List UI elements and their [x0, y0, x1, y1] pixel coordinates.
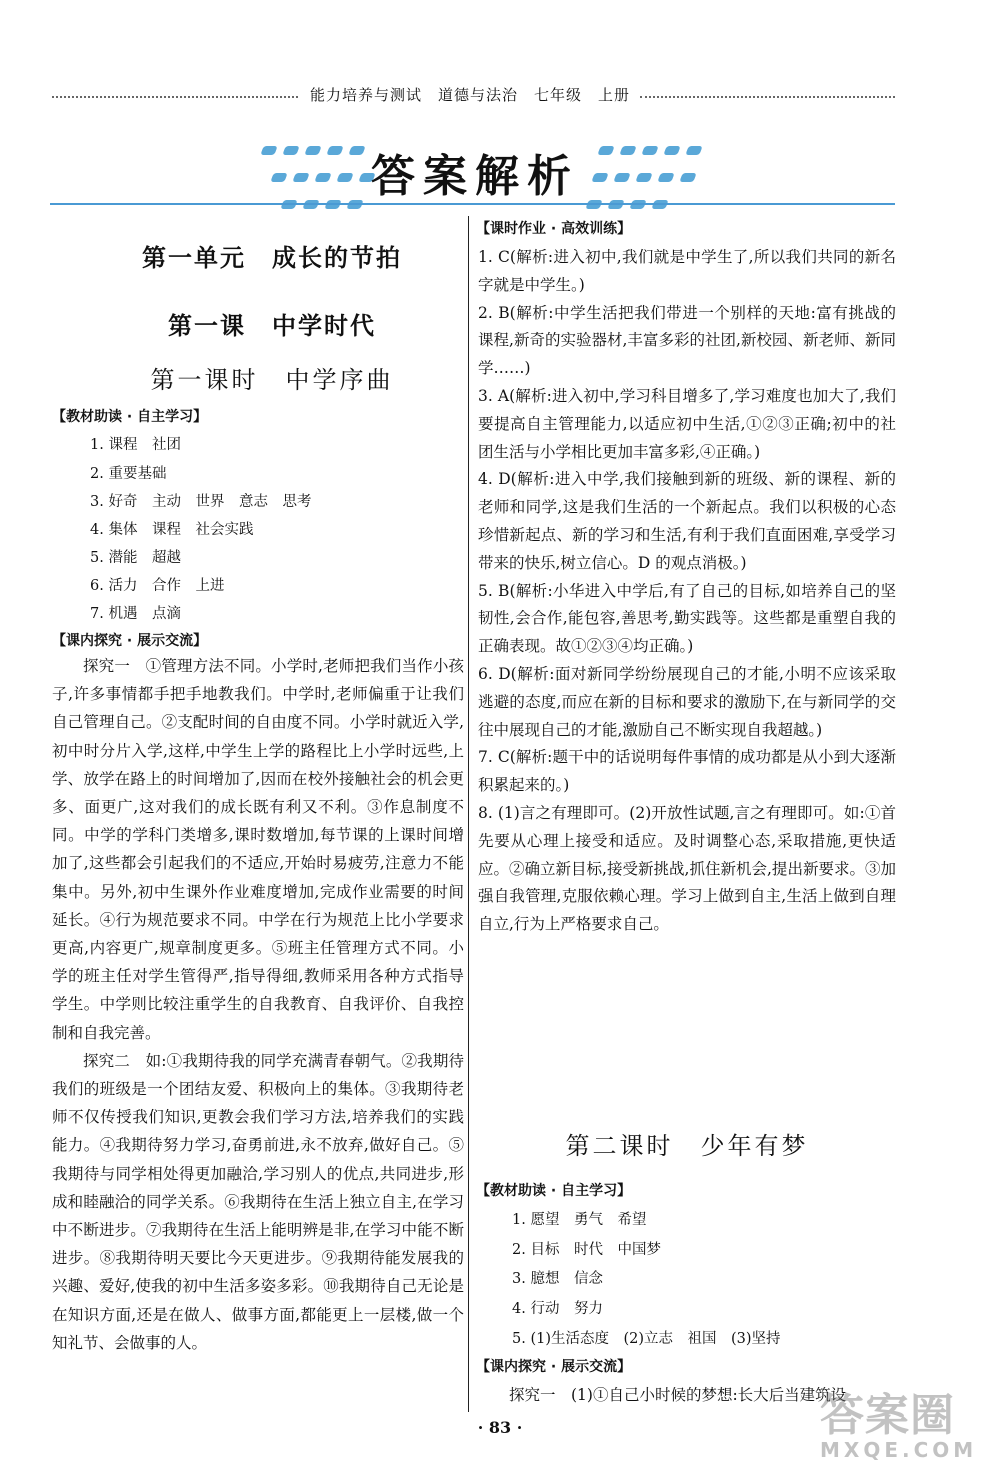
answer-item: 8. (1)言之有理即可。(2)开放性试题,言之有理即可。如:①首先要从心理上接受和适应。及时调整心态,采取措施,更快适应。②确立新目标,接受新挑战,抓住新机会,提出新要求。③加强自我管理,克服依赖心理。学习上做到自主,生活上做到自理自立,行为上严格要求自己。 [478, 803, 896, 934]
list-item: 6. 活力 合作 上进 [90, 578, 225, 594]
section-heading: 【教材助读 · 自主学习】 [52, 409, 208, 425]
list-item: 1. 愿望 勇气 希望 [512, 1212, 647, 1228]
section-heading: 【课时作业 · 高效训练】 [476, 221, 632, 237]
watermark-text: 答案圈 [820, 1390, 955, 1441]
section-heading: 【课内探究 · 展示交流】 [476, 1359, 632, 1375]
header-dotted-rule-left [52, 96, 302, 98]
explore-one-text: 探究一 (1)①自己小时候的梦想:长大后当建筑设 [509, 1386, 847, 1404]
list-item: 5. (1)生活态度 (2)立志 祖国 (3)坚持 [512, 1331, 781, 1347]
page-title: 答案解析 [371, 151, 579, 202]
list-item: 3. 臆想 信念 [512, 1271, 603, 1287]
watermark-logo [820, 1390, 1000, 1466]
column-divider [468, 216, 469, 1412]
section-heading: 【课内探究 · 展示交流】 [52, 633, 208, 649]
unit-heading: 第一单元 成长的节拍 [142, 244, 402, 272]
answer-item: 7. C(解析:题干中的话说明每件事情的成功都是从小到大逐渐积累起来的。) [478, 748, 896, 795]
page-number: · 83 · [477, 1418, 523, 1437]
header-dotted-rule-right [640, 96, 895, 98]
answer-item: 3. A(解析:进入初中,学习科目增多了,学习难度也加大了,我们要提高自主管理能力,以适应初中生活,①②③正确;初中的社团生活与小学相比更加丰富多彩,④正确。) [478, 386, 896, 461]
list-item: 3. 好奇 主动 世界 意志 思考 [90, 494, 312, 510]
answer-item: 5. B(解析:小华进入中学后,有了自己的目标,如培养自己的坚韧性,会合作,能包容,善思考,勤实践等。这些都是重塑自我的正确表现。故①②③④均正确。) [478, 581, 896, 656]
lesson-heading: 第一课 中学时代 [168, 312, 376, 340]
answer-item: 4. D(解析:进入中学,我们接触到新的班级、新的课程、新的老师和同学,这是我们生活的一个新起点。我们以积极的心态珍惜新起点、新的学习和生活,有利于我们直面困难,享受学习带来的快乐,树立信心。D 的观点消极。) [478, 470, 896, 572]
period-heading: 第二课时 少年有梦 [565, 1132, 809, 1160]
watermark-url: MXQE.COM [820, 1438, 978, 1462]
answer-item: 1. C(解析:进入初中,我们就是中学生了,所以我们共同的新名字就是中学生。) [478, 248, 896, 294]
list-item: 2. 重要基础 [90, 466, 167, 482]
running-header: 能力培养与测试 道德与法治 七年级 上册 [300, 84, 640, 105]
section-heading: 【教材助读 · 自主学习】 [476, 1183, 632, 1199]
answer-item: 6. D(解析:面对新同学纷纷展现自己的才能,小明不应该采取逃避的态度,而应在新的目标和要求的激励下,在与新同学的交往中展现自己的才能,激励自己不断实现自我超越。) [478, 664, 896, 739]
explore-paragraphs [52, 652, 464, 1357]
list-item: 2. 目标 时代 中国梦 [512, 1242, 661, 1258]
list-item: 5. 潜能 超越 [90, 550, 181, 566]
list-item: 4. 集体 课程 社会实践 [90, 522, 254, 538]
explore-two-text: 探究二 如:①我期待我的同学充满青春朝气。②我期待我们的班级是一个团结友爱、积极向上的集体。③我期待老师不仅传授我们知识,更教会我们学习方法,培养我们的实践能力。④我期待努力学习,奋勇前进,永不放弃,做好自己。⑤我期待与同学相处得更加融洽,学习别人的优点,共同进步,形成和睦融洽的同学关系。⑥我期待在生活上独立自主,在学习中不断进步。⑦我期待在生活上能明辨是非,在学习中能不断进步。⑧我期待明天要比今天更进步。⑨我期待能发展我的兴趣、爱好,使我的初中生活多姿多彩。⑩我期待自己无论是在知识方面,还是在做人、做事方面,都能更上一层楼,做一个知礼节、会做事的人。 [52, 1051, 464, 1352]
answer-list [478, 244, 896, 939]
answer-item: 2. B(解析:中学生活把我们带进一个别样的天地:富有挑战的课程,新奇的实验器材,丰富多彩的社团,新校园、新老师、新同学……) [478, 303, 896, 378]
list-item: 4. 行动 努力 [512, 1301, 603, 1317]
list-item: 7. 机遇 点滴 [90, 606, 181, 622]
list-item: 1. 课程 社团 [90, 437, 181, 453]
banner-rule [50, 203, 895, 205]
explore-one-text: 探究一 ①管理方法不同。小学时,老师把我们当作小孩子,许多事情都手把手地教我们。中学时,老师偏重于让我们自己管理自己。②支配时间的自由度不同。小学时就近入学,初中时分片入学,这样,中学生上学的路程比上小学时远些,上学、放学在路上的时间增加了,因而在校外接触社会的机会更多、面更广,这对我们的成长既有利又不利。③作息制度不同。中学的学科门类增多,课时数增加,每节课的上课时间增加了,这些都会引起我们的不适应,开始时易疲劳,注意力不能集中。另外,初中生课外作业难度增加,完成作业需要的时间延长。④行为规范要求不同。中学在行为规范上比小学要求更高,内容更广,规章制度更多。⑤班主任管理方式不同。小学的班主任对学生管得严,指导得细,教师采用各种方式指导学生。中学则比较注重学生的自我教育、自我评价、自我控制和自我完善。 [52, 657, 464, 1042]
period-heading: 第一课时 中学序曲 [150, 366, 394, 394]
